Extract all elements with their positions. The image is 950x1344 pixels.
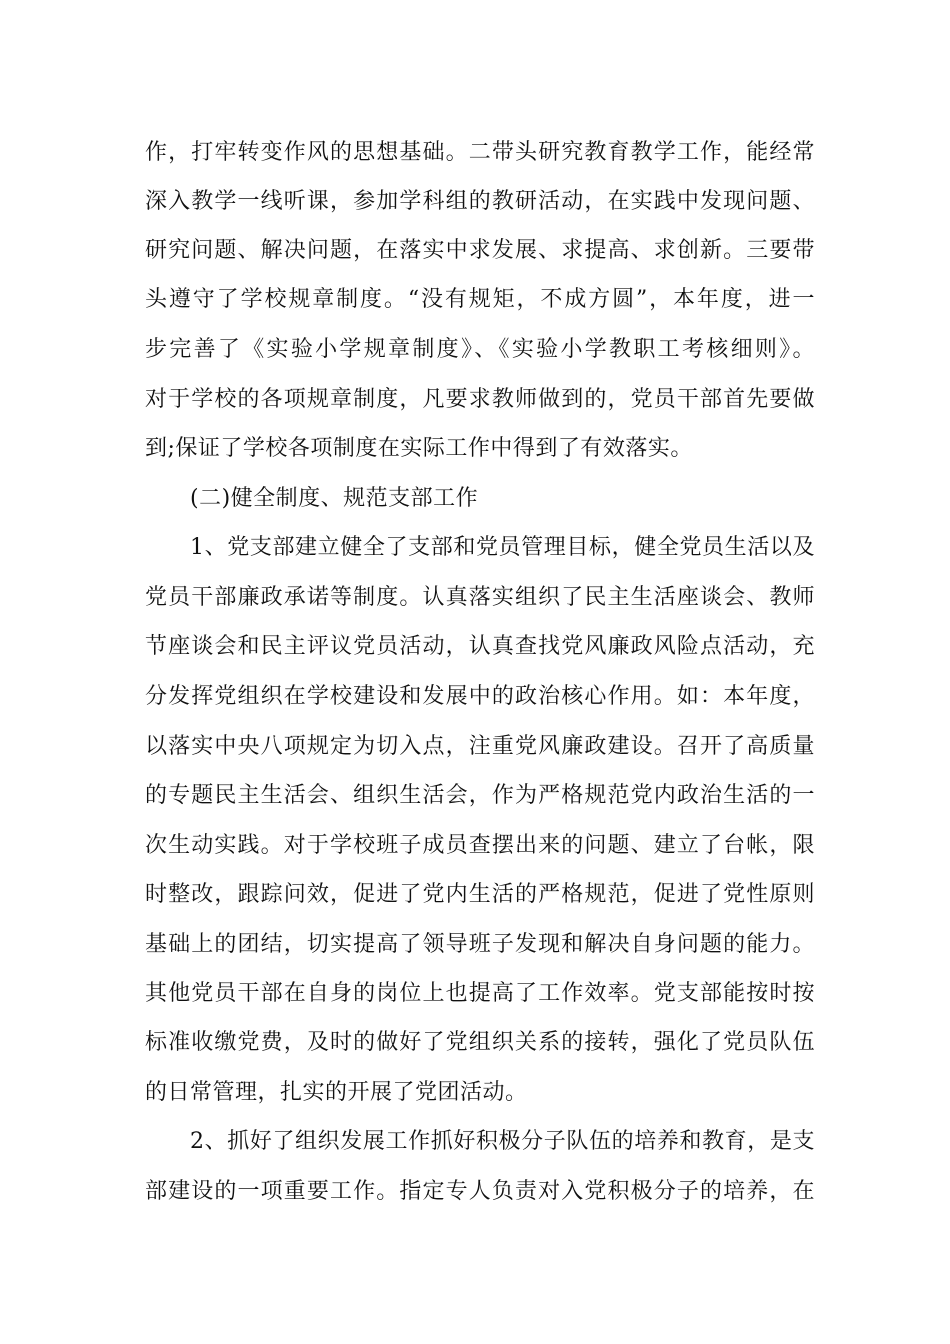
section-heading: (二)健全制度、规范支部工作 <box>190 486 479 511</box>
text-line: 党员干部廉政承诺等制度。认真落实组织了民主生活座谈会、教师 <box>145 585 815 610</box>
text-line: 头遵守了学校规章制度。“没有规矩，不成方圆”，本年度，进一 <box>145 287 815 312</box>
text-line: 深入教学一线听课，参加学科组的教研活动，在实践中发现问题、 <box>145 189 815 214</box>
text-line: 分发挥党组织在学校建设和发展中的政治核心作用。如：本年度， <box>145 684 815 709</box>
text-line: 的日常管理，扎实的开展了党团活动。 <box>145 1080 528 1105</box>
text-line: 步完善了《实验小学规章制度》、《实验小学教职工考核细则》。 <box>145 337 815 362</box>
text-line: 2、抓好了组织发展工作抓好积极分子队伍的培养和教育，是支 <box>190 1129 815 1154</box>
text-line: 基础上的团结，切实提高了领导班子发现和解决自身问题的能力。 <box>145 932 815 957</box>
text-line: 标准收缴党费，及时的做好了党组织关系的接转，强化了党员队伍 <box>145 1030 815 1055</box>
text-line: 次生动实践。对于学校班子成员查摆出来的问题、建立了台帐，限 <box>145 833 815 858</box>
text-line: 部建设的一项重要工作。指定专人负责对入党积极分子的培养，在 <box>145 1179 815 1204</box>
text-line: 作，打牢转变作风的思想基础。二带头研究教育教学工作，能经常 <box>145 140 815 165</box>
text-line: 对于学校的各项规章制度，凡要求教师做到的，党员干部首先要做 <box>145 387 815 412</box>
text-line: 时整改，跟踪问效，促进了党内生活的严格规范，促进了党性原则 <box>145 882 815 907</box>
text-line: 1、党支部建立健全了支部和党员管理目标，健全党员生活以及 <box>190 535 815 560</box>
text-line: 以落实中央八项规定为切入点，注重党风廉政建设。召开了高质量 <box>145 734 815 759</box>
text-line: 其他党员干部在自身的岗位上也提高了工作效率。党支部能按时按 <box>145 981 815 1006</box>
text-line: 的专题民主生活会、组织生活会，作为严格规范党内政治生活的一 <box>145 783 815 808</box>
text-line: 到;保证了学校各项制度在实际工作中得到了有效落实。 <box>145 436 693 461</box>
text-line: 研究问题、解决问题，在落实中求发展、求提高、求创新。三要带 <box>145 238 815 263</box>
text-line: 节座谈会和民主评议党员活动，认真查找党风廉政风险点活动，充 <box>145 634 815 659</box>
